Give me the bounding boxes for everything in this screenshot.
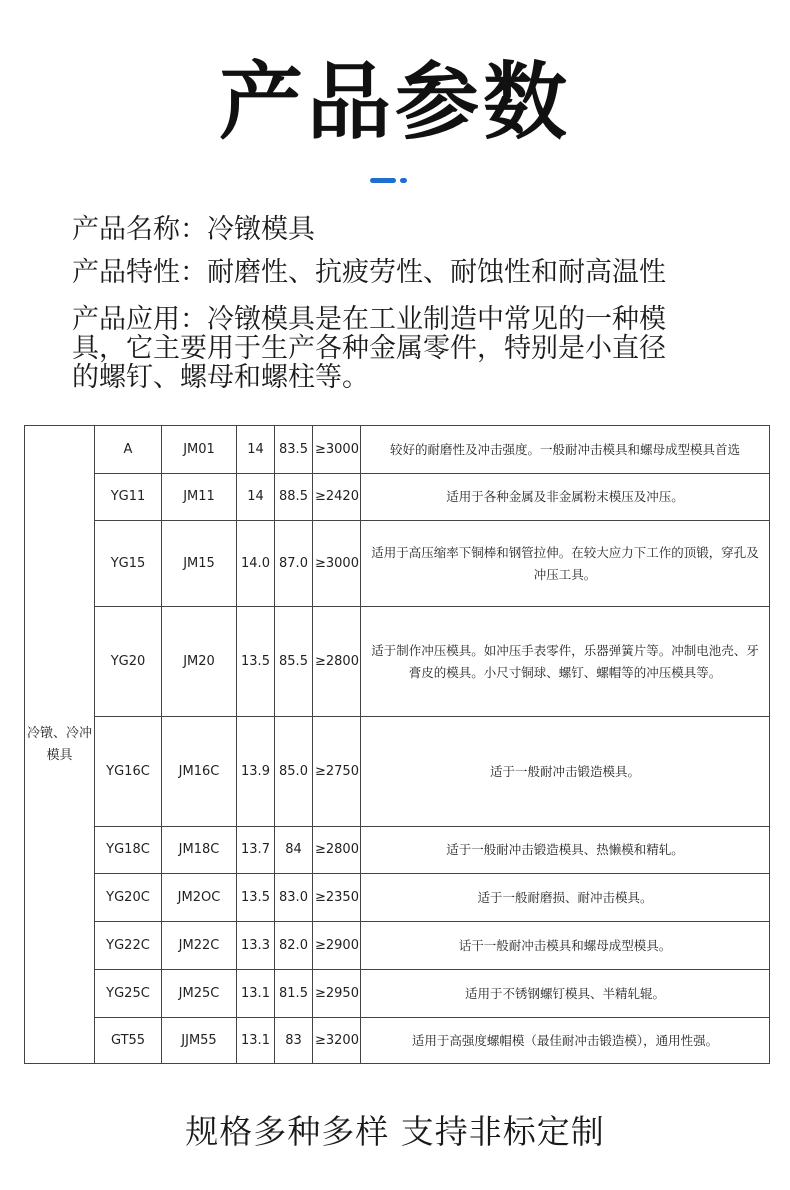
hardness-cell: 85.0 <box>275 717 313 827</box>
density-cell: 13.3 <box>237 922 275 970</box>
grade-cell: YG25C <box>95 970 162 1018</box>
grade-cell: GT55 <box>95 1018 162 1064</box>
product-feature-line: 产品特性：耐磨性、抗疲劳性、耐蚀性和耐高温性 <box>72 257 666 288</box>
density-cell: 13.5 <box>237 607 275 717</box>
table-row <box>25 1018 770 1064</box>
density-cell: 13.5 <box>237 874 275 922</box>
grade-cell: YG15 <box>95 521 162 607</box>
code-cell: JM11 <box>162 474 237 521</box>
grade-cell: YG22C <box>95 922 162 970</box>
table-row <box>25 474 770 521</box>
description-cell: 较好的耐磨性及冲击强度。一般耐冲击模具和螺母成型模具首选 <box>361 426 770 474</box>
grade-cell: YG20C <box>95 874 162 922</box>
strength-cell: ≥2800 <box>313 827 361 874</box>
grade-cell: YG18C <box>95 827 162 874</box>
grade-cell: A <box>95 426 162 474</box>
grade-cell: YG16C <box>95 717 162 827</box>
hardness-cell: 82.0 <box>275 922 313 970</box>
strength-cell: ≥2420 <box>313 474 361 521</box>
strength-cell: ≥2950 <box>313 970 361 1018</box>
density-cell: 13.1 <box>237 970 275 1018</box>
code-cell: JM16C <box>162 717 237 827</box>
divider-bar <box>370 178 396 183</box>
code-cell: JM22C <box>162 922 237 970</box>
table-row <box>25 521 770 607</box>
title-divider <box>370 178 408 183</box>
description-cell: 适于一般耐磨损、耐冲击模具。 <box>361 874 770 922</box>
description-cell: 适用于高压缩率下铜棒和钢管拉伸。在较大应力下工作的顶锻，穿孔及冲压工具。 <box>361 521 770 607</box>
description-cell: 适于制作冲压模具。如冲压手表零件，乐器弹簧片等。冲制电池壳、牙膏皮的模具。小尺寸铜球、螺钉、螺帽等的冲压模具等。 <box>361 607 770 717</box>
category-cell: 冷镦、冷冲模具 <box>25 426 95 1064</box>
product-name-line: 产品名称：冷镦模具 <box>72 214 315 245</box>
code-cell: JJM55 <box>162 1018 237 1064</box>
strength-cell: ≥2350 <box>313 874 361 922</box>
description-cell: 话干一般耐冲击模具和螺母成型模具。 <box>361 922 770 970</box>
hardness-cell: 87.0 <box>275 521 313 607</box>
application-line: 产品应用：冷镦模具是在工业制造中常见的一种模 <box>72 304 666 335</box>
strength-cell: ≥2750 <box>313 717 361 827</box>
strength-cell: ≥3000 <box>313 521 361 607</box>
strength-cell: ≥2900 <box>313 922 361 970</box>
hardness-cell: 81.5 <box>275 970 313 1018</box>
application-line: 的螺钉、螺母和螺柱等。 <box>72 362 369 393</box>
density-cell: 14.0 <box>237 521 275 607</box>
grade-cell: YG20 <box>95 607 162 717</box>
table-row <box>25 827 770 874</box>
description-cell: 适用于高强度螺帽模（最佳耐冲击锻造模），通用性强。 <box>361 1018 770 1064</box>
density-cell: 13.9 <box>237 717 275 827</box>
density-cell: 13.7 <box>237 827 275 874</box>
page-title: 产品参数 <box>218 53 571 151</box>
strength-cell: ≥3200 <box>313 1018 361 1064</box>
table-row <box>25 922 770 970</box>
product-info <box>72 215 732 392</box>
table-row <box>25 717 770 827</box>
hardness-cell: 85.5 <box>275 607 313 717</box>
description-cell: 适于一般耐冲击锻造模具、热懒模和精轧。 <box>361 827 770 874</box>
hardness-cell: 83.5 <box>275 426 313 474</box>
hardness-cell: 83 <box>275 1018 313 1064</box>
divider-dot <box>400 178 407 183</box>
table-row <box>25 607 770 717</box>
application-line: 具，它主要用于生产各种金属零件，特别是小直径 <box>72 333 666 364</box>
spec-table <box>24 425 770 1064</box>
description-cell: 适于一般耐冲击锻造模具。 <box>361 717 770 827</box>
strength-cell: ≥3000 <box>313 426 361 474</box>
description-cell: 适用于各种金属及非金属粉末模压及冲压。 <box>361 474 770 521</box>
hardness-cell: 88.5 <box>275 474 313 521</box>
code-cell: JM18C <box>162 827 237 874</box>
code-cell: JM25C <box>162 970 237 1018</box>
code-cell: JM15 <box>162 521 237 607</box>
density-cell: 14 <box>237 426 275 474</box>
description-cell: 适用于不锈钢螺钉模具、半精轧辊。 <box>361 970 770 1018</box>
density-cell: 13.1 <box>237 1018 275 1064</box>
code-cell: JM2OC <box>162 874 237 922</box>
footer-slogan: 规格多种多样 支持非标定制 <box>185 1112 605 1151</box>
hardness-cell: 84 <box>275 827 313 874</box>
strength-cell: ≥2800 <box>313 607 361 717</box>
table-row <box>25 426 770 474</box>
table-row <box>25 970 770 1018</box>
code-cell: JM20 <box>162 607 237 717</box>
hardness-cell: 83.0 <box>275 874 313 922</box>
grade-cell: YG11 <box>95 474 162 521</box>
density-cell: 14 <box>237 474 275 521</box>
table-row <box>25 874 770 922</box>
product-application <box>72 305 732 392</box>
code-cell: JM01 <box>162 426 237 474</box>
